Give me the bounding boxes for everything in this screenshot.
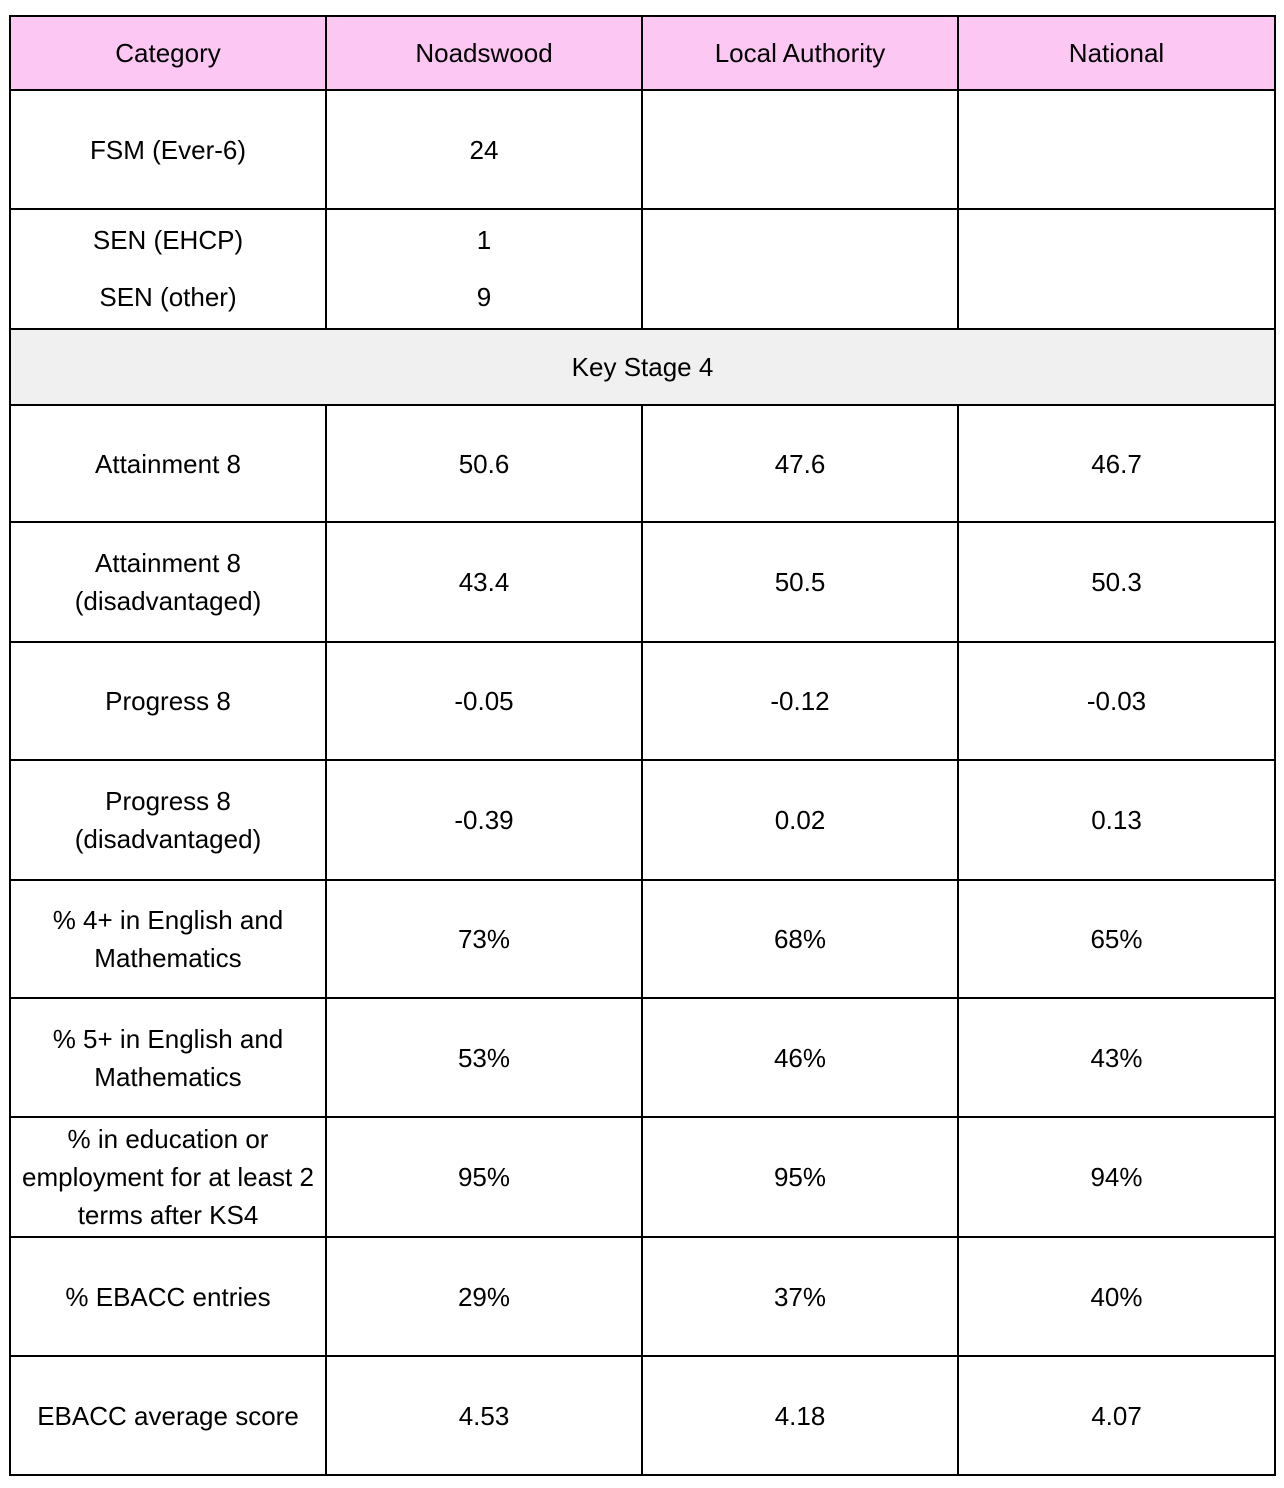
row-national: -0.03 [958,642,1275,760]
header-school: Noadswood [326,16,642,90]
row-local-authority: -0.12 [642,642,958,760]
row-label: EBACC average score [10,1356,326,1475]
row-label: % 4+ in English and Mathematics [10,880,326,998]
sen-ehcp-label: SEN (EHCP) [92,225,244,255]
header-national: National [958,16,1275,90]
table-row [10,405,1275,522]
row-local-authority: 0.02 [642,760,958,880]
row-label: Progress 8 [10,642,326,760]
table-row [10,1237,1275,1356]
table-row-sen [10,209,1275,329]
fsm-label: FSM (Ever-6) [10,90,326,209]
fsm-national [958,90,1275,209]
header-category: Category [10,16,326,90]
sen-local-authority [642,209,958,329]
table-row [10,642,1275,760]
row-label: % EBACC entries [10,1237,326,1356]
row-national: 94% [958,1117,1275,1237]
row-local-authority: 46% [642,998,958,1117]
sen-ehcp-value: 1 [476,225,492,255]
row-local-authority: 47.6 [642,405,958,522]
table-row [10,880,1275,998]
row-label: % in education or employment for at least 2 terms after KS4 [10,1117,326,1237]
row-school: 73% [326,880,642,998]
row-label: % 5+ in English and Mathematics [10,998,326,1117]
sen-other-value: 9 [476,282,492,312]
fsm-school: 24 [326,90,642,209]
fsm-local-authority [642,90,958,209]
row-national: 46.7 [958,405,1275,522]
row-school: 53% [326,998,642,1117]
row-school: 95% [326,1117,642,1237]
row-local-authority: 4.18 [642,1356,958,1475]
row-label: Attainment 8 (disadvantaged) [10,522,326,642]
table-row [10,1117,1275,1237]
section-title: Key Stage 4 [10,329,1275,405]
row-national: 40% [958,1237,1275,1356]
row-local-authority: 95% [642,1117,958,1237]
row-school: 29% [326,1237,642,1356]
row-label: Attainment 8 [10,405,326,522]
sen-labels [10,209,326,329]
row-national: 65% [958,880,1275,998]
section-row-key-stage-4 [10,329,1275,405]
row-label: Progress 8 (disadvantaged) [10,760,326,880]
row-school: 43.4 [326,522,642,642]
table-row [10,1356,1275,1475]
row-national: 0.13 [958,760,1275,880]
sen-national [958,209,1275,329]
row-school: 50.6 [326,405,642,522]
sen-values [326,209,642,329]
table-row-fsm [10,90,1275,209]
performance-table [9,15,1276,1476]
table-row [10,998,1275,1117]
table-row [10,522,1275,642]
sen-other-label: SEN (other) [99,282,237,312]
row-local-authority: 50.5 [642,522,958,642]
row-school: -0.05 [326,642,642,760]
row-school: -0.39 [326,760,642,880]
header-local-authority: Local Authority [642,16,958,90]
row-national: 4.07 [958,1356,1275,1475]
row-school: 4.53 [326,1356,642,1475]
table-header-row [10,16,1275,90]
row-national: 43% [958,998,1275,1117]
table-row [10,760,1275,880]
row-local-authority: 37% [642,1237,958,1356]
row-local-authority: 68% [642,880,958,998]
row-national: 50.3 [958,522,1275,642]
